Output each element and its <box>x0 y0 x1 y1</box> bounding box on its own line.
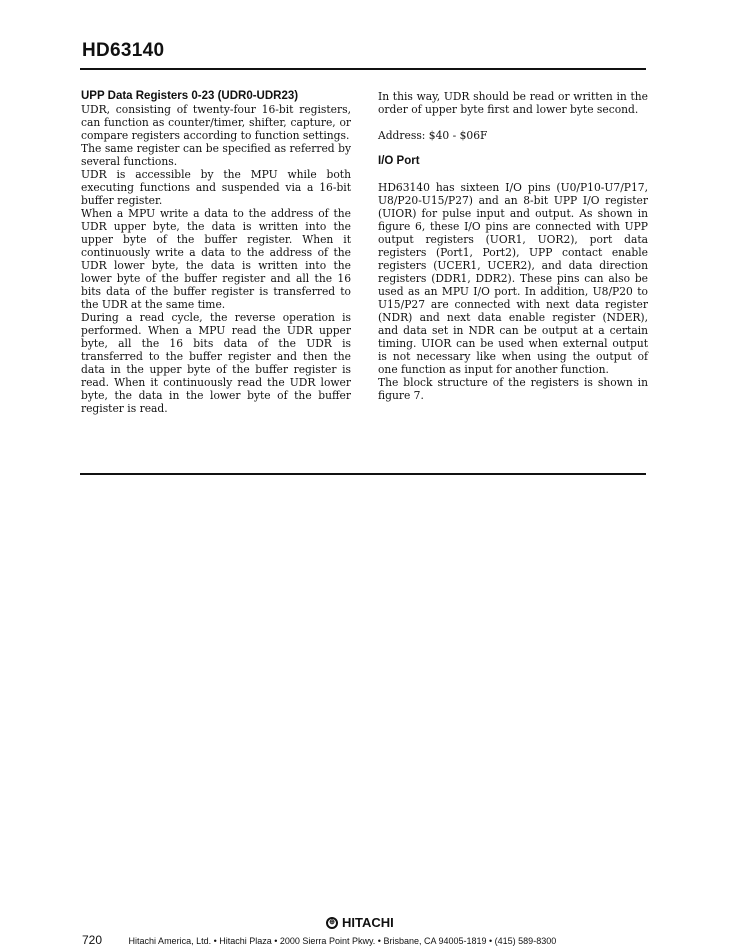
header-rule <box>80 68 646 70</box>
logo-text: HITACHI <box>342 915 394 930</box>
paragraph: The block structure of the registers is shown in figure 7. <box>378 376 648 402</box>
paragraph: In this way, UDR should be read or written in the order of upper byte first and lower byte second. <box>378 90 648 116</box>
paragraph: UDR, consisting of twenty-four 16-bit registers, can function as counter/timer, shifter, capture, or compare registers according to function settings. <box>81 103 351 142</box>
page-header-title: HD63140 <box>82 40 165 61</box>
address-line: Address: $40 - $06F <box>378 129 488 142</box>
hitachi-logo-icon: ⊕ <box>326 917 338 929</box>
paragraph: During a read cycle, the reverse operation is performed. When a MPU read the UDR upper byte, all the 16 bits data of the UDR is transferred to the buffer register and then the data in the upper byte of the buffer register is read. When it continuously read the UDR lower byte, the data in the lower byte of the buffer register is read. <box>81 311 351 415</box>
section-rule <box>80 473 646 475</box>
section-heading-io-port: I/O Port <box>378 155 420 167</box>
paragraph: HD63140 has sixteen I/O pins (U0/P10-U7/P17, U8/P20-U15/P27) and an 8-bit UPP I/O register (UIOR) for pulse input and output. As shown in figure 6, these I/O pins are connected with UPP output registers (UOR1, UOR2), port data registers (Port1, Port2), UPP contact enable registers (UCER1, UCER2), and data direction registers (DDR1, DDR2). These pins can also be used as an MPU I/O port. In addition, U8/P20 to U15/P27 are connected with next data register (NDR) and next data enable register (NDER), and data set in NDR can be output at a certain timing. UIOR can be used when external output is not necessary like when using the output of one function as input for another function. <box>378 181 648 376</box>
paragraph: UDR is accessible by the MPU while both executing functions and suspended via a 16-bit buffer register. <box>81 168 351 207</box>
page-number: 720 <box>82 933 103 947</box>
hitachi-logo <box>326 915 394 930</box>
left-column <box>81 90 351 415</box>
paragraph: The same register can be specified as referred by several functions. <box>81 142 351 168</box>
right-column <box>378 90 648 402</box>
section-heading-udr: UPP Data Registers 0-23 (UDR0-UDR23) <box>81 90 299 102</box>
footer <box>82 933 642 947</box>
paragraph: When a MPU write a data to the address of the UDR upper byte, the data is written into the upper byte of the buffer register. When it continuously write a data to the address of the UDR lower byte, the data is written into the lower byte of the buffer register and all the 16 bits data of the buffer register is transferred to the UDR at the same time. <box>81 207 351 311</box>
footer-address: Hitachi America, Ltd. • Hitachi Plaza • 2000 Sierra Point Pkwy. • Brisbane, CA 94005-1819 • (415) 589-8300 <box>128 936 557 946</box>
